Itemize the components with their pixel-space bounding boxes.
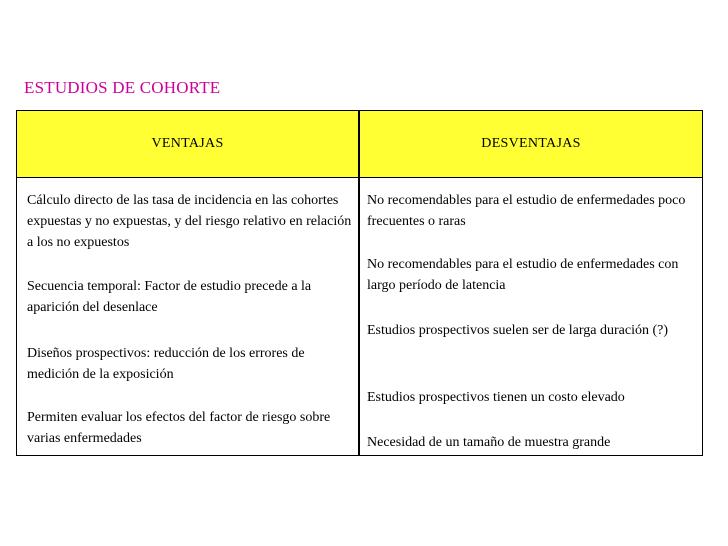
ventaja-item-1: Cálculo directo de las tasa de incidencia en las cohortes expuestas y no expuestas, y del riesgo relativo en relación a los no expuestos bbox=[27, 193, 352, 250]
desventaja-item-2: No recomendables para el estudio de enfermedades con largo período de latencia bbox=[367, 257, 679, 293]
ventaja-item-3: Diseños prospectivos: reducción de los errores de medición de la exposición bbox=[27, 346, 305, 382]
ventaja-item-4: Permiten evaluar los efectos del factor de riesgo sobre varias enfermedades bbox=[27, 410, 331, 446]
comparison-table bbox=[16, 110, 703, 456]
desventaja-item-5: Necesidad de un tamaño de muestra grande bbox=[367, 435, 611, 450]
ventaja-item-2: Secuencia temporal: Factor de estudio precede a la aparición del desenlace bbox=[27, 279, 312, 315]
desventaja-item-4: Estudios prospectivos tienen un costo elevado bbox=[367, 390, 625, 405]
header-desventajas: DESVENTAJAS bbox=[481, 135, 581, 151]
header-ventajas: VENTAJAS bbox=[151, 135, 224, 151]
desventaja-item-3: Estudios prospectivos suelen ser de larga duración (?) bbox=[367, 323, 669, 338]
page-title: ESTUDIOS DE COHORTE bbox=[24, 78, 221, 97]
desventaja-item-1: No recomendables para el estudio de enfermedades poco frecuentes o raras bbox=[367, 193, 686, 229]
